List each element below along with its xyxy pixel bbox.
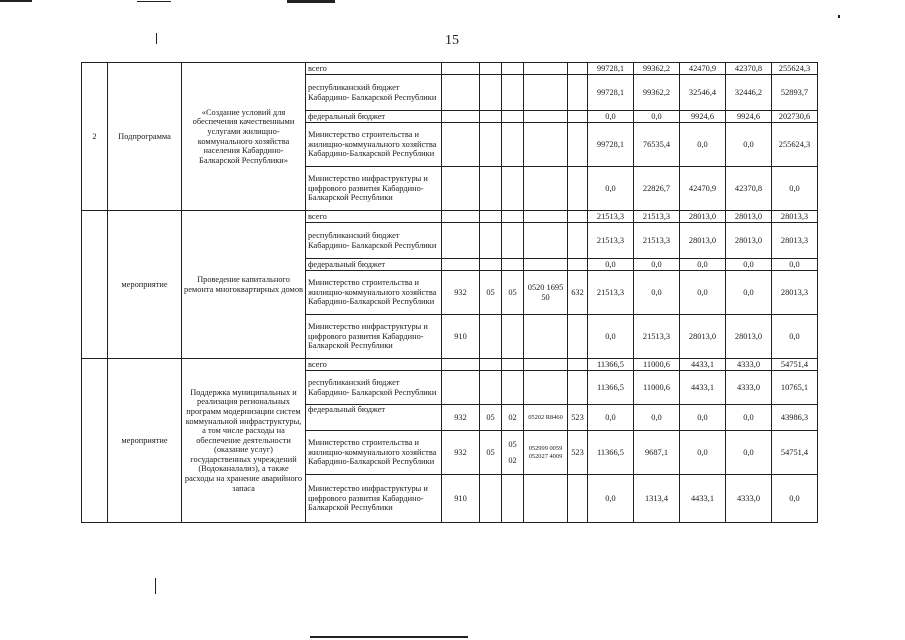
grbs-cell bbox=[442, 211, 480, 223]
vr-cell: 523 bbox=[568, 431, 588, 475]
value-cell: 0,0 bbox=[726, 259, 772, 271]
grbs-cell: 932 bbox=[442, 271, 480, 315]
rz-cell bbox=[480, 223, 502, 259]
value-cell: 42470,9 bbox=[680, 63, 726, 75]
value-cell: 10765,1 bbox=[772, 371, 818, 405]
grbs-cell bbox=[442, 63, 480, 75]
value-cell: 28013,0 bbox=[726, 211, 772, 223]
source-cell: федеральный бюджет bbox=[306, 111, 442, 123]
csr-cell bbox=[524, 315, 568, 359]
value-cell: 4433,1 bbox=[680, 371, 726, 405]
value-cell: 54751,4 bbox=[772, 431, 818, 475]
scan-artifact-bottom-tick bbox=[155, 578, 156, 594]
grbs-cell: 932 bbox=[442, 431, 480, 475]
source-cell: республиканский бюджет Кабардино- Балкарской Республики bbox=[306, 371, 442, 405]
value-cell: 21513,3 bbox=[634, 211, 680, 223]
value-cell: 9687,1 bbox=[634, 431, 680, 475]
value-cell: 43986,3 bbox=[772, 405, 818, 431]
rz-cell bbox=[480, 63, 502, 75]
grbs-cell: 910 bbox=[442, 315, 480, 359]
pr-cell bbox=[502, 211, 524, 223]
table-row bbox=[82, 63, 818, 75]
value-cell: 9924,6 bbox=[680, 111, 726, 123]
value-cell: 9924,6 bbox=[726, 111, 772, 123]
value-cell: 99728,1 bbox=[588, 123, 634, 167]
value-cell: 0,0 bbox=[588, 475, 634, 523]
value-cell: 4433,1 bbox=[680, 359, 726, 371]
vr-cell: 632 bbox=[568, 271, 588, 315]
value-cell: 0,0 bbox=[588, 315, 634, 359]
pr-cell: 05 02 bbox=[502, 431, 524, 475]
value-cell: 0,0 bbox=[588, 111, 634, 123]
value-cell: 0,0 bbox=[680, 431, 726, 475]
value-cell: 0,0 bbox=[588, 167, 634, 211]
value-cell: 0,0 bbox=[588, 405, 634, 431]
value-cell: 255624,3 bbox=[772, 123, 818, 167]
pr-cell bbox=[502, 123, 524, 167]
grbs-cell bbox=[442, 371, 480, 405]
rz-cell bbox=[480, 75, 502, 111]
source-cell: всего bbox=[306, 63, 442, 75]
grbs-cell bbox=[442, 167, 480, 211]
value-cell: 21513,3 bbox=[588, 211, 634, 223]
source-cell: республиканский бюджет Кабардино- Балкарской Республики bbox=[306, 75, 442, 111]
csr-cell: 0520 1695 50 bbox=[524, 271, 568, 315]
rz-cell bbox=[480, 359, 502, 371]
value-cell: 4333,0 bbox=[726, 359, 772, 371]
value-cell: 28013,0 bbox=[726, 315, 772, 359]
csr-cell: 052999 0059 052027 4009 bbox=[524, 431, 568, 475]
row-kind: Подпрограмма bbox=[108, 63, 182, 211]
scan-artifact-bottom-bar bbox=[310, 636, 468, 638]
value-cell: 21513,3 bbox=[634, 315, 680, 359]
value-cell: 0,0 bbox=[680, 123, 726, 167]
page-number: 15 bbox=[445, 33, 459, 48]
value-cell: 0,0 bbox=[772, 315, 818, 359]
csr-cell bbox=[524, 111, 568, 123]
csr-cell bbox=[524, 63, 568, 75]
value-cell: 0,0 bbox=[588, 259, 634, 271]
value-cell: 99362,2 bbox=[634, 75, 680, 111]
value-cell: 32546,4 bbox=[680, 75, 726, 111]
value-cell: 28013,0 bbox=[680, 315, 726, 359]
value-cell: 11366,5 bbox=[588, 371, 634, 405]
pr-cell bbox=[502, 315, 524, 359]
value-cell: 0,0 bbox=[680, 271, 726, 315]
vr-cell bbox=[568, 259, 588, 271]
vr-cell bbox=[568, 223, 588, 259]
value-cell: 0,0 bbox=[726, 431, 772, 475]
source-cell: всего bbox=[306, 211, 442, 223]
pr-cell bbox=[502, 259, 524, 271]
source-cell: Министерство инфраструктуры и цифрового развития Кабардино-Балкарской Республики bbox=[306, 167, 442, 211]
row-name: Проведение капитального ремонта многоквартирных домов bbox=[182, 211, 306, 359]
grbs-cell bbox=[442, 259, 480, 271]
csr-cell: 05202 R8460 bbox=[524, 405, 568, 431]
row-kind: мероприятие bbox=[108, 359, 182, 523]
vr-cell bbox=[568, 75, 588, 111]
row-number bbox=[82, 211, 108, 359]
csr-cell bbox=[524, 259, 568, 271]
source-cell: Министерство строительства и жилищно-коммунального хозяйства Кабардино-Балкарской Республики bbox=[306, 431, 442, 475]
budget-table bbox=[81, 62, 818, 523]
row-number bbox=[82, 359, 108, 523]
value-cell: 202730,6 bbox=[772, 111, 818, 123]
value-cell: 0,0 bbox=[634, 111, 680, 123]
csr-cell bbox=[524, 359, 568, 371]
value-cell: 4333,0 bbox=[726, 371, 772, 405]
rz-cell bbox=[480, 475, 502, 523]
vr-cell bbox=[568, 123, 588, 167]
source-cell: всего bbox=[306, 359, 442, 371]
value-cell: 52893,7 bbox=[772, 75, 818, 111]
value-cell: 54751,4 bbox=[772, 359, 818, 371]
value-cell: 21513,3 bbox=[634, 223, 680, 259]
vr-cell bbox=[568, 211, 588, 223]
value-cell: 28013,0 bbox=[680, 223, 726, 259]
csr-cell bbox=[524, 211, 568, 223]
pr-cell: 05 bbox=[502, 271, 524, 315]
table-row bbox=[82, 211, 818, 223]
table-row bbox=[82, 359, 818, 371]
value-cell: 28013,0 bbox=[680, 211, 726, 223]
pr-cell: 02 bbox=[502, 405, 524, 431]
grbs-cell bbox=[442, 359, 480, 371]
scan-artifact-left-tick bbox=[156, 33, 157, 44]
pr-cell bbox=[502, 111, 524, 123]
value-cell: 255624,3 bbox=[772, 63, 818, 75]
value-cell: 28013,0 bbox=[726, 223, 772, 259]
value-cell: 4433,1 bbox=[680, 475, 726, 523]
value-cell: 0,0 bbox=[726, 405, 772, 431]
rz-cell bbox=[480, 123, 502, 167]
value-cell: 32446,2 bbox=[726, 75, 772, 111]
csr-cell bbox=[524, 167, 568, 211]
csr-cell bbox=[524, 123, 568, 167]
value-cell: 42370,8 bbox=[726, 167, 772, 211]
value-cell: 11366,5 bbox=[588, 431, 634, 475]
rz-cell bbox=[480, 167, 502, 211]
scan-artifact-top-mid bbox=[137, 1, 171, 2]
scan-artifact-top-left bbox=[0, 0, 32, 2]
grbs-cell: 910 bbox=[442, 475, 480, 523]
source-cell: Министерство инфраструктуры и цифрового развития Кабардино-Балкарской Республики bbox=[306, 315, 442, 359]
vr-cell bbox=[568, 315, 588, 359]
rz-cell bbox=[480, 211, 502, 223]
csr-cell bbox=[524, 75, 568, 111]
rz-cell: 05 bbox=[480, 405, 502, 431]
source-cell: Министерство строительства и жилищно-коммунального хозяйства Кабардино-Балкарской Республики bbox=[306, 271, 442, 315]
value-cell: 0,0 bbox=[726, 123, 772, 167]
grbs-cell bbox=[442, 123, 480, 167]
value-cell: 99728,1 bbox=[588, 63, 634, 75]
vr-cell bbox=[568, 475, 588, 523]
pr-cell bbox=[502, 359, 524, 371]
value-cell: 0,0 bbox=[680, 405, 726, 431]
scan-artifact-top-bar bbox=[287, 0, 335, 3]
value-cell: 76535,4 bbox=[634, 123, 680, 167]
row-name: Поддержка муниципальных и реализация региональных программ модернизации систем коммунальной инфраструктуры, а том числе расходы на обеспечение деятельности (оказание услуг) государственных учреждений (Водоканалализ), а также расходы на хранение аварийного запаса bbox=[182, 359, 306, 523]
value-cell: 28013,3 bbox=[772, 211, 818, 223]
pr-cell bbox=[502, 63, 524, 75]
pr-cell bbox=[502, 167, 524, 211]
csr-cell bbox=[524, 223, 568, 259]
vr-cell bbox=[568, 371, 588, 405]
rz-cell: 05 bbox=[480, 431, 502, 475]
value-cell: 99728,1 bbox=[588, 75, 634, 111]
value-cell: 42370,8 bbox=[726, 63, 772, 75]
row-name: «Создание условий для обеспечения качественными услугами жилищно-коммунального хозяйства населения Кабардино-Балкарской Республики» bbox=[182, 63, 306, 211]
value-cell: 0,0 bbox=[680, 259, 726, 271]
value-cell: 0,0 bbox=[634, 259, 680, 271]
pr-cell bbox=[502, 75, 524, 111]
grbs-cell bbox=[442, 75, 480, 111]
value-cell: 0,0 bbox=[772, 259, 818, 271]
row-number: 2 bbox=[82, 63, 108, 211]
csr-cell bbox=[524, 475, 568, 523]
rz-cell bbox=[480, 111, 502, 123]
rz-cell: 05 bbox=[480, 271, 502, 315]
grbs-cell bbox=[442, 223, 480, 259]
value-cell: 0,0 bbox=[634, 405, 680, 431]
value-cell: 22826,7 bbox=[634, 167, 680, 211]
vr-cell: 523 bbox=[568, 405, 588, 431]
row-kind: мероприятие bbox=[108, 211, 182, 359]
source-cell: федеральный бюджет bbox=[306, 259, 442, 271]
grbs-cell bbox=[442, 111, 480, 123]
vr-cell bbox=[568, 63, 588, 75]
value-cell: 21513,3 bbox=[588, 223, 634, 259]
source-cell: Министерство инфраструктуры и цифрового развития Кабардино-Балкарской Республики bbox=[306, 475, 442, 523]
value-cell: 0,0 bbox=[726, 271, 772, 315]
value-cell: 0,0 bbox=[772, 475, 818, 523]
rz-cell bbox=[480, 259, 502, 271]
value-cell: 21513,3 bbox=[588, 271, 634, 315]
value-cell: 28013,3 bbox=[772, 223, 818, 259]
value-cell: 99362,2 bbox=[634, 63, 680, 75]
rz-cell bbox=[480, 371, 502, 405]
csr-cell bbox=[524, 371, 568, 405]
source-cell: республиканский бюджет Кабардино- Балкарской Республики bbox=[306, 223, 442, 259]
rz-cell bbox=[480, 315, 502, 359]
value-cell: 1313,4 bbox=[634, 475, 680, 523]
value-cell: 11000,6 bbox=[634, 359, 680, 371]
source-cell: Министерство строительства и жилищно-коммунального хозяйства Кабардино-Балкарской Республики bbox=[306, 123, 442, 167]
pr-cell bbox=[502, 223, 524, 259]
value-cell: 28013,3 bbox=[772, 271, 818, 315]
scan-artifact-right-dot bbox=[838, 15, 840, 18]
value-cell: 0,0 bbox=[634, 271, 680, 315]
vr-cell bbox=[568, 167, 588, 211]
vr-cell bbox=[568, 359, 588, 371]
value-cell: 0,0 bbox=[772, 167, 818, 211]
pr-cell bbox=[502, 371, 524, 405]
source-cell: федеральный бюджет bbox=[306, 405, 442, 431]
value-cell: 42470,9 bbox=[680, 167, 726, 211]
value-cell: 4333,0 bbox=[726, 475, 772, 523]
value-cell: 11366,5 bbox=[588, 359, 634, 371]
value-cell: 11000,6 bbox=[634, 371, 680, 405]
grbs-cell: 932 bbox=[442, 405, 480, 431]
pr-cell bbox=[502, 475, 524, 523]
vr-cell bbox=[568, 111, 588, 123]
